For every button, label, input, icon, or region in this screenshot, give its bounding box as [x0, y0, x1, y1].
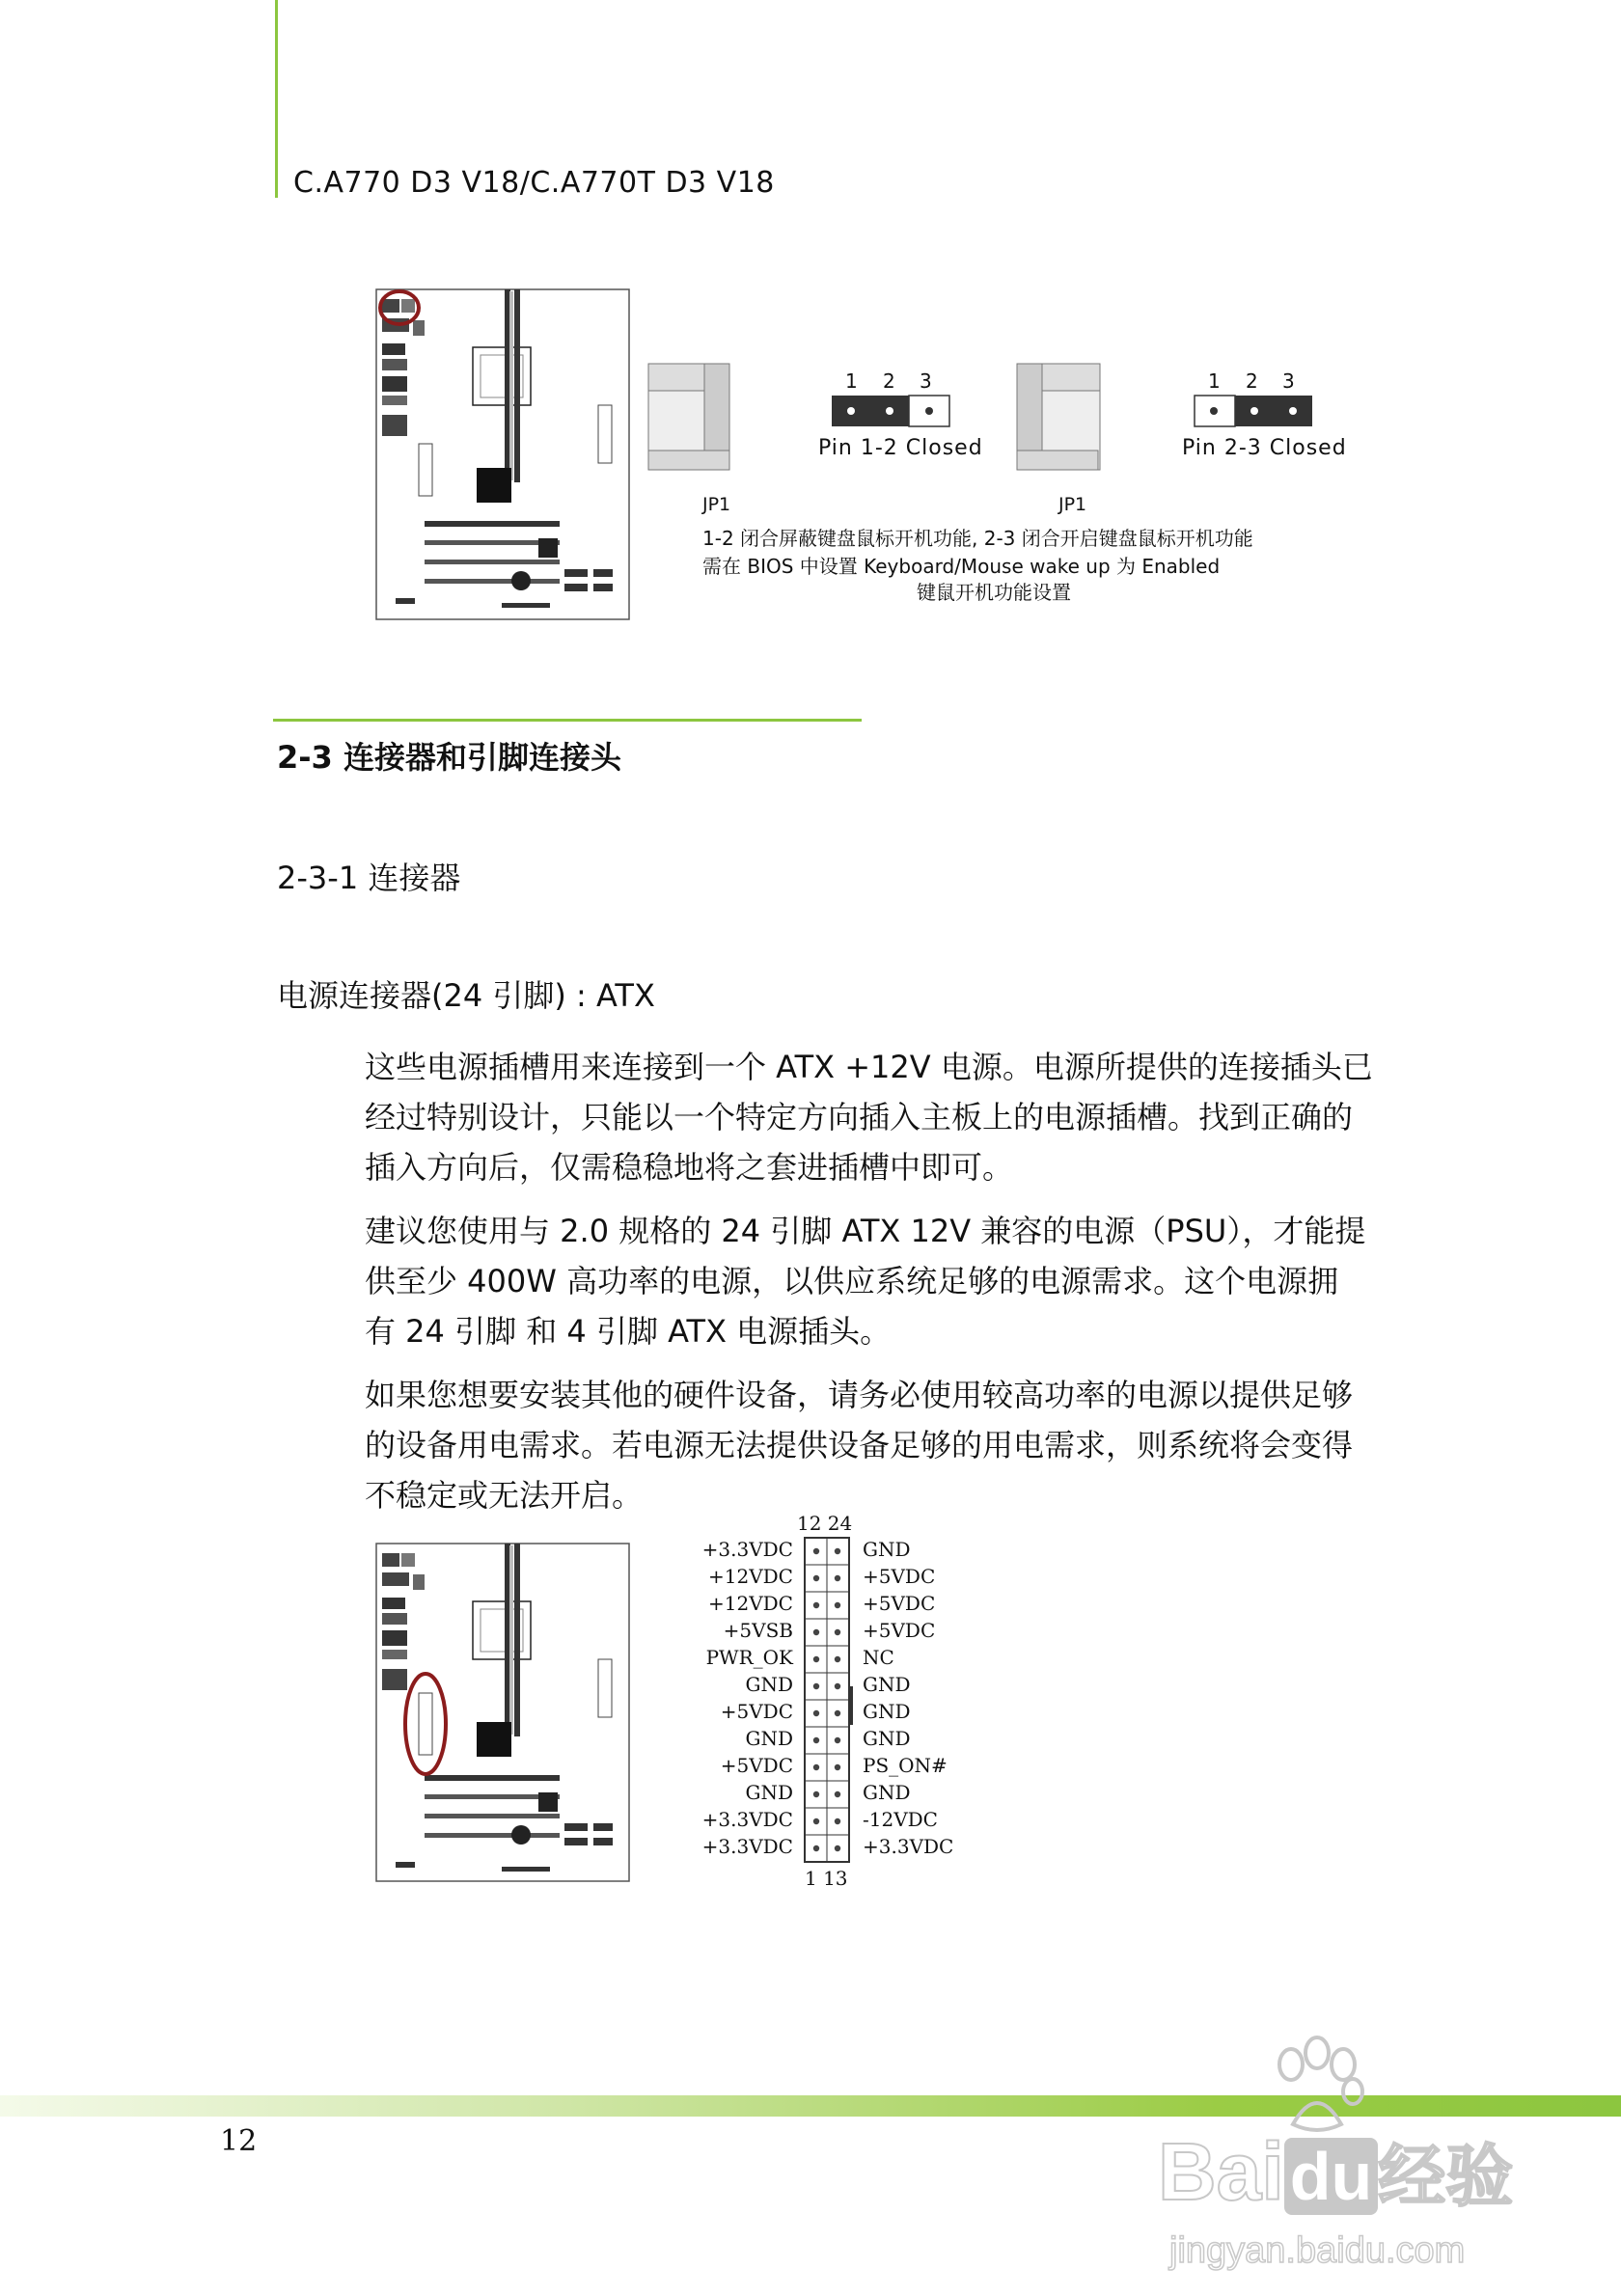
pin-dot: [835, 1737, 840, 1743]
paragraph-line: 建议您使用与 2.0 规格的 24 引脚 ATX 12V 兼容的电源（PSU），才能提: [365, 1213, 1366, 1249]
atx-left-label: PWR_OK: [705, 1646, 793, 1669]
pin-dot: [813, 1818, 819, 1824]
pin-dot: [813, 1764, 819, 1770]
pin-dot: [813, 1602, 819, 1608]
atx-bottom-pin-numbers: 1 13: [805, 1867, 848, 1890]
pin-2-3-closed-caption: Pin 2-3 Closed: [1182, 436, 1347, 460]
paragraph-line: 供至少 400W 高功率的电源，以供应系统足够的电源需求。这个电源拥: [365, 1263, 1339, 1299]
atx-left-label: +3.3VDC: [701, 1808, 793, 1831]
paragraph-line: 的设备用电需求。若电源无法提供设备足够的用电需求，则系统将会变得: [365, 1427, 1354, 1463]
pin-dot: [835, 1710, 840, 1716]
pin-header-1-2-closed: [830, 394, 955, 428]
connector-title: 电源连接器(24 引脚) : ATX: [277, 977, 655, 1014]
atx-left-label: GND: [745, 1673, 793, 1696]
atx-top-pin-numbers: 12 24: [797, 1512, 853, 1535]
pin-dot: [813, 1737, 819, 1743]
atx-left-label: +3.3VDC: [701, 1835, 793, 1858]
atx-left-label: +12VDC: [708, 1592, 793, 1615]
section-rule: [273, 719, 862, 722]
atx-24pin-connector-icon: [803, 1536, 853, 1864]
pin-header-2-3-closed: [1193, 394, 1318, 428]
atx-left-label: +12VDC: [708, 1565, 793, 1588]
atx-right-label: GND: [863, 1700, 911, 1723]
paragraph-1: [365, 1042, 1416, 1192]
page-number: 12: [220, 2124, 258, 2158]
atx-right-label: GND: [863, 1538, 911, 1561]
pin-number-2-right: 2: [1246, 369, 1258, 393]
baidu-jingyan-watermark: [1139, 2007, 1621, 2296]
pin-dot: [813, 1683, 819, 1689]
pin-dot: [835, 1629, 840, 1635]
atx-left-label: +3.3VDC: [701, 1538, 793, 1561]
pin-dot: [835, 1602, 840, 1608]
header-model-title: C.A770 D3 V18/C.A770T D3 V18: [293, 166, 775, 200]
watermark-url: jingyan.baidu.com: [1169, 2230, 1466, 2271]
atx-right-label: PS_ON#: [863, 1754, 948, 1777]
atx-right-label: +5VDC: [863, 1619, 936, 1642]
pin-number-2-left: 2: [883, 369, 895, 393]
pin-dot: [835, 1764, 840, 1770]
header-accent-line: [275, 0, 278, 198]
atx-right-label: GND: [863, 1673, 911, 1696]
paragraph-line: 不稳定或无法开启。: [365, 1477, 644, 1514]
atx-right-label: +3.3VDC: [863, 1835, 954, 1858]
jumper-cap-left-icon: [646, 362, 753, 473]
pin-dot: [835, 1683, 840, 1689]
pin-number-3-left: 3: [920, 369, 932, 393]
jp1-note-line-3: 键鼠开机功能设置: [917, 581, 1071, 604]
paragraph-3: [365, 1370, 1416, 1520]
pin-dot: [813, 1575, 819, 1581]
jumper-cap-right-icon: [1013, 362, 1119, 473]
jp1-note-line-1: 1-2 闭合屏蔽键盘鼠标开机功能, 2-3 闭合开启键盘鼠标开机功能: [702, 527, 1253, 550]
pin-dot: [835, 1656, 840, 1662]
motherboard-diagram-atx: [367, 1534, 637, 1891]
atx-right-label: +5VDC: [863, 1565, 936, 1588]
watermark-brand: Baidu经验: [1158, 2126, 1514, 2217]
atx-left-label: GND: [745, 1781, 793, 1804]
pin-dot: [813, 1845, 819, 1851]
pin-dot: [835, 1575, 840, 1581]
pin-dot: [813, 1548, 819, 1554]
pin-number-3-right: 3: [1282, 369, 1295, 393]
pin-dot: [835, 1845, 840, 1851]
paragraph-line: 这些电源插槽用来连接到一个 ATX +12V 电源。电源所提供的连接插头已: [365, 1049, 1373, 1085]
pin-dot: [835, 1548, 840, 1554]
atx-left-label: GND: [745, 1727, 793, 1750]
pin-number-1-left: 1: [845, 369, 858, 393]
jp1-note-line-2: 需在 BIOS 中设置 Keyboard/Mouse wake up 为 Enabled: [702, 555, 1221, 578]
atx-left-label: +5VDC: [720, 1700, 793, 1723]
atx-right-label: GND: [863, 1727, 911, 1750]
paragraph-line: 有 24 引脚 和 4 引脚 ATX 电源插头。: [365, 1313, 892, 1350]
pin-dot: [813, 1656, 819, 1662]
pin-number-1-right: 1: [1208, 369, 1221, 393]
pin-1-2-closed-caption: Pin 1-2 Closed: [818, 436, 983, 460]
motherboard-diagram-jp1: [367, 280, 637, 627]
paragraph-line: 如果您想要安装其他的硬件设备，请务必使用较高功率的电源以提供足够: [365, 1377, 1354, 1413]
pin-dot: [813, 1791, 819, 1797]
atx-left-label: +5VSB: [723, 1619, 793, 1642]
atx-right-label: GND: [863, 1781, 911, 1804]
paragraph-line: 经过特别设计，只能以一个特定方向插入主板上的电源插槽。找到正确的: [365, 1099, 1354, 1135]
paragraph-2: [365, 1206, 1416, 1356]
atx-left-label: +5VDC: [720, 1754, 793, 1777]
atx-right-label: NC: [863, 1646, 894, 1669]
section-title: 2-3 连接器和引脚连接头: [277, 739, 621, 776]
pin-dot: [835, 1791, 840, 1797]
jp1-label-left: JP1: [702, 494, 731, 515]
paragraph-line: 插入方向后，仅需稳稳地将之套进插槽中即可。: [365, 1149, 1014, 1186]
pin-dot: [835, 1818, 840, 1824]
pin-dot: [813, 1710, 819, 1716]
pin-dot: [813, 1629, 819, 1635]
atx-right-label: -12VDC: [863, 1808, 938, 1831]
subsection-title: 2-3-1 连接器: [277, 860, 461, 896]
atx-right-label: +5VDC: [863, 1592, 936, 1615]
jp1-label-right: JP1: [1058, 494, 1087, 515]
